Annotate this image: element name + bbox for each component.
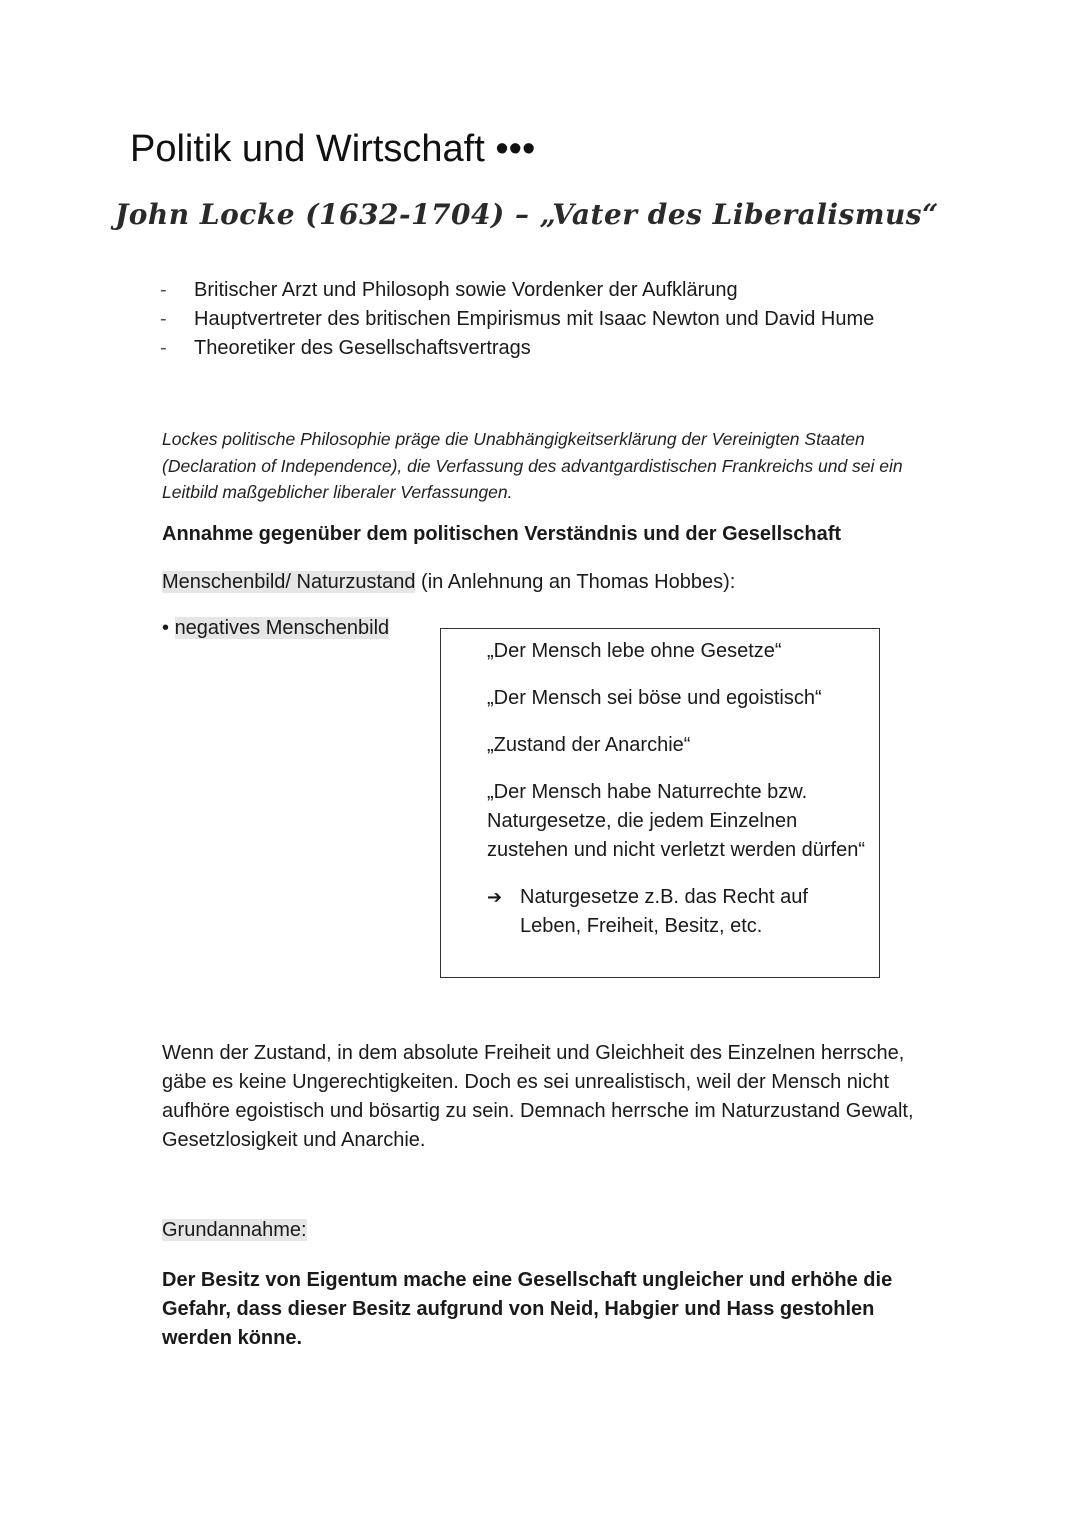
list-item-text: Hauptvertreter des britischen Empirismus mit Isaac Newton und David Hume <box>194 308 875 330</box>
list-item <box>160 305 874 334</box>
bullet-icon: • <box>162 617 175 639</box>
list-item-text: Britischer Arzt und Philosoph sowie Vordenker der Aufklärung <box>194 279 738 301</box>
dash-marker: - <box>160 337 167 359</box>
quote-item: „Der Mensch sei böse und egoistisch“ <box>487 687 822 709</box>
menschenbild-label: Menschenbild/ Naturzustand <box>162 571 416 593</box>
intro-paragraph: Lockes politische Philosophie präge die Unabhängigkeitserklärung der Vereinigten Staaten (Declaration of Independence), die Verfassung des advantgardistischen Frankreichs und sei ein Leitbild maßgeblicher liberaler Verfassungen. <box>162 429 903 502</box>
arrow-item <box>487 883 867 941</box>
list-item <box>160 334 874 363</box>
page-subtitle: John Locke (1632-1704) – „Vater des Liberalismus“ <box>115 198 939 231</box>
grundannahme-label: Grundannahme: <box>162 1219 307 1241</box>
section-heading: Annahme gegenüber dem politischen Verständnis und der Gesellschaft <box>162 523 842 545</box>
menschenbild-label-row <box>162 571 735 594</box>
quote-item: „Der Mensch lebe ohne Gesetze“ <box>487 640 782 662</box>
quote-list <box>487 637 867 941</box>
page-title: Politik und Wirtschaft ••• <box>130 128 536 170</box>
grundannahme-label-row <box>162 1219 307 1242</box>
dash-marker: - <box>160 308 167 330</box>
quote-item: „Der Mensch habe Naturrechte bzw. Naturgesetze, die jedem Einzelnen zustehen und nicht verletzt werden dürfen“ <box>487 781 865 861</box>
quote-item: „Zustand der Anarchie“ <box>487 734 691 756</box>
grundannahme-text: Der Besitz von Eigentum mache eine Gesellschaft ungleicher und erhöhe die Gefahr, dass dieser Besitz aufgrund von Neid, Habgier und Hass gestohlen werden könne. <box>162 1269 893 1349</box>
list-item <box>160 276 874 305</box>
menschenbild-label-suffix: (in Anlehnung an Thomas Hobbes): <box>415 571 736 593</box>
bullet-text: negatives Menschenbild <box>174 617 390 639</box>
quote-box <box>440 628 880 978</box>
dash-marker: - <box>160 279 167 301</box>
list-item-text: Theoretiker des Gesellschaftsvertrags <box>194 337 531 359</box>
arrow-right-icon: ➔ <box>487 887 503 907</box>
bullet-row <box>162 617 389 640</box>
naturzustand-paragraph: Wenn der Zustand, in dem absolute Freiheit und Gleichheit des Einzelnen herrsche, gäbe es keine Ungerechtigkeiten. Doch es sei unrealistisch, weil der Mensch nicht aufhöre egoistisch und bösartig zu sein. Demnach herrsche im Naturzustand Gewalt, Gesetzlosigkeit und Anarchie. <box>162 1042 914 1151</box>
facts-list <box>160 276 874 363</box>
arrow-item-text: Naturgesetze z.B. das Recht auf Leben, Freiheit, Besitz, etc. <box>520 886 808 937</box>
